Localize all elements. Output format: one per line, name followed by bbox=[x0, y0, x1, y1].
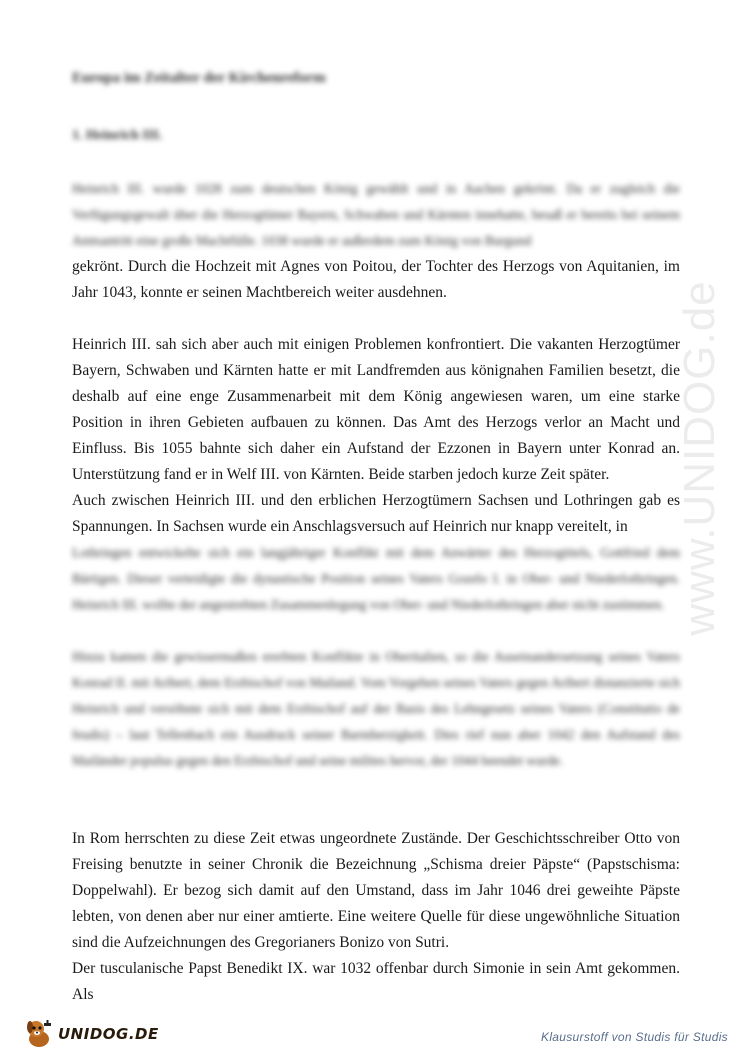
paragraph-problems: Heinrich III. sah sich aber auch mit einigen Problemen konfrontiert. Die vakanten Herzogtümer Bayern, Schwaben und Kärnten hatte er mit Landfremden aus könignahen Familien besetzt, die deshalb auf eine enge Zusammenarbeit mit dem König angewiesen waren, um eine starke Position in ihren Gebieten aufbauen zu können. Das Amt des Herzogs verlor an Macht und Einfluss. Bis 1055 bahnte sich daher ein Aufstand der Ezzonen in Bayern unter Konrad an. Unterstützung fand er in Welf III. von Kärnten. Beide starben jedoch kurze Zeit später. bbox=[72, 336, 680, 483]
dog-mascot-icon bbox=[22, 1017, 56, 1051]
paragraph-intro-end: gekrönt. Durch die Hochzeit mit Agnes von Poitou, der Tochter des Herzogs von Aquitanien, im Jahr 1043, konnte er seinen Machtbereich weiter ausdehnen. bbox=[72, 258, 680, 301]
logo-text: UNIDOG.DE bbox=[58, 1025, 159, 1043]
document-title: Europa im Zeitalter der Kirchenreform bbox=[72, 70, 326, 86]
unidog-logo[interactable] bbox=[22, 1016, 159, 1052]
paragraph-blurred-italy: Hinzu kamen die gewissermaßen ererbten Konflikte in Oberitalien, so die Auseinandersetzung seines Vaters Konrad II. mit Aribert, dem Erzbischof von Mailand. Vom Vorgehen seines Vaters gegen Aribert distanzierte sich Heinrich und versöhnte sich mit dem Erzbischof auf der Basis des Lehngesetz seines Vaters (Constitutio de feudis) – laut Tellenbach ein Ausdruck seiner Barmherzigkeit. Dies rief nun aber 1042 den Aufstand des Mailänder populus gegen den Erzbischof und seine milites hervor, der 1044 beendet wurde. bbox=[72, 649, 680, 768]
footer-tagline: Klausurstoff von Studis für Studis bbox=[541, 1030, 728, 1044]
paragraph-blurred-lorraine: Lothringen entwickelte sich ein langjähriger Konflikt mit dem Anwärter des Herzogtitels, Gottfried dem Bärtigen. Dieser verteidigte die dynastische Position seines Vaters Gozelo I. in Ober- und Niederlothringen. Heinrich III. wollte der angestrebten Zusammenlegung von Ober- und Niederlothringen aber nicht zustimmen. bbox=[72, 545, 680, 612]
paragraph-rome: In Rom herrschten zu diese Zeit etwas ungeordnete Zustände. Der Geschichtsschreiber Otto von Freising benutzte in seiner Chronik die Bezeichnung „Schisma dreier Päpste“ (Papstschisma: Doppelwahl). Er bezog sich damit auf den Umstand, dass im Jahr 1046 drei geweihte Päpste lebten, von denen aber nur einer amtierte. Eine weitere Quelle für diese ungewöhnliche Situation sind die Aufzeichnungen des Gregorianers Bonizo von Sutri. bbox=[72, 830, 680, 951]
section-heading: 1. Heinrich III. bbox=[72, 128, 163, 143]
paragraph-benedict: Der tusculanische Papst Benedikt IX. war 1032 offenbar durch Simonie in sein Amt gekommen. Als bbox=[72, 960, 680, 1003]
paragraph-tensions: Auch zwischen Heinrich III. und den erblichen Herzogtümern Sachsen und Lothringen gab es Spannungen. In Sachsen wurde ein Anschlagsversuch auf Heinrich nur knapp vereitelt, in bbox=[72, 492, 680, 535]
paragraph-blurred-intro: Heinrich III. wurde 1028 zum deutschen König gewählt und in Aachen gekrönt. Da er zugleich die Verfügungsgewalt über die Herzogtümer Bayern, Schwaben und Kärnten innehatte, besaß er bereits bei seinem Amtsantritt eine große Machtfülle. 1038 wurde er außerdem zum König von Burgund bbox=[72, 181, 680, 248]
watermark-text: www.UNIDOG.de bbox=[675, 280, 724, 636]
